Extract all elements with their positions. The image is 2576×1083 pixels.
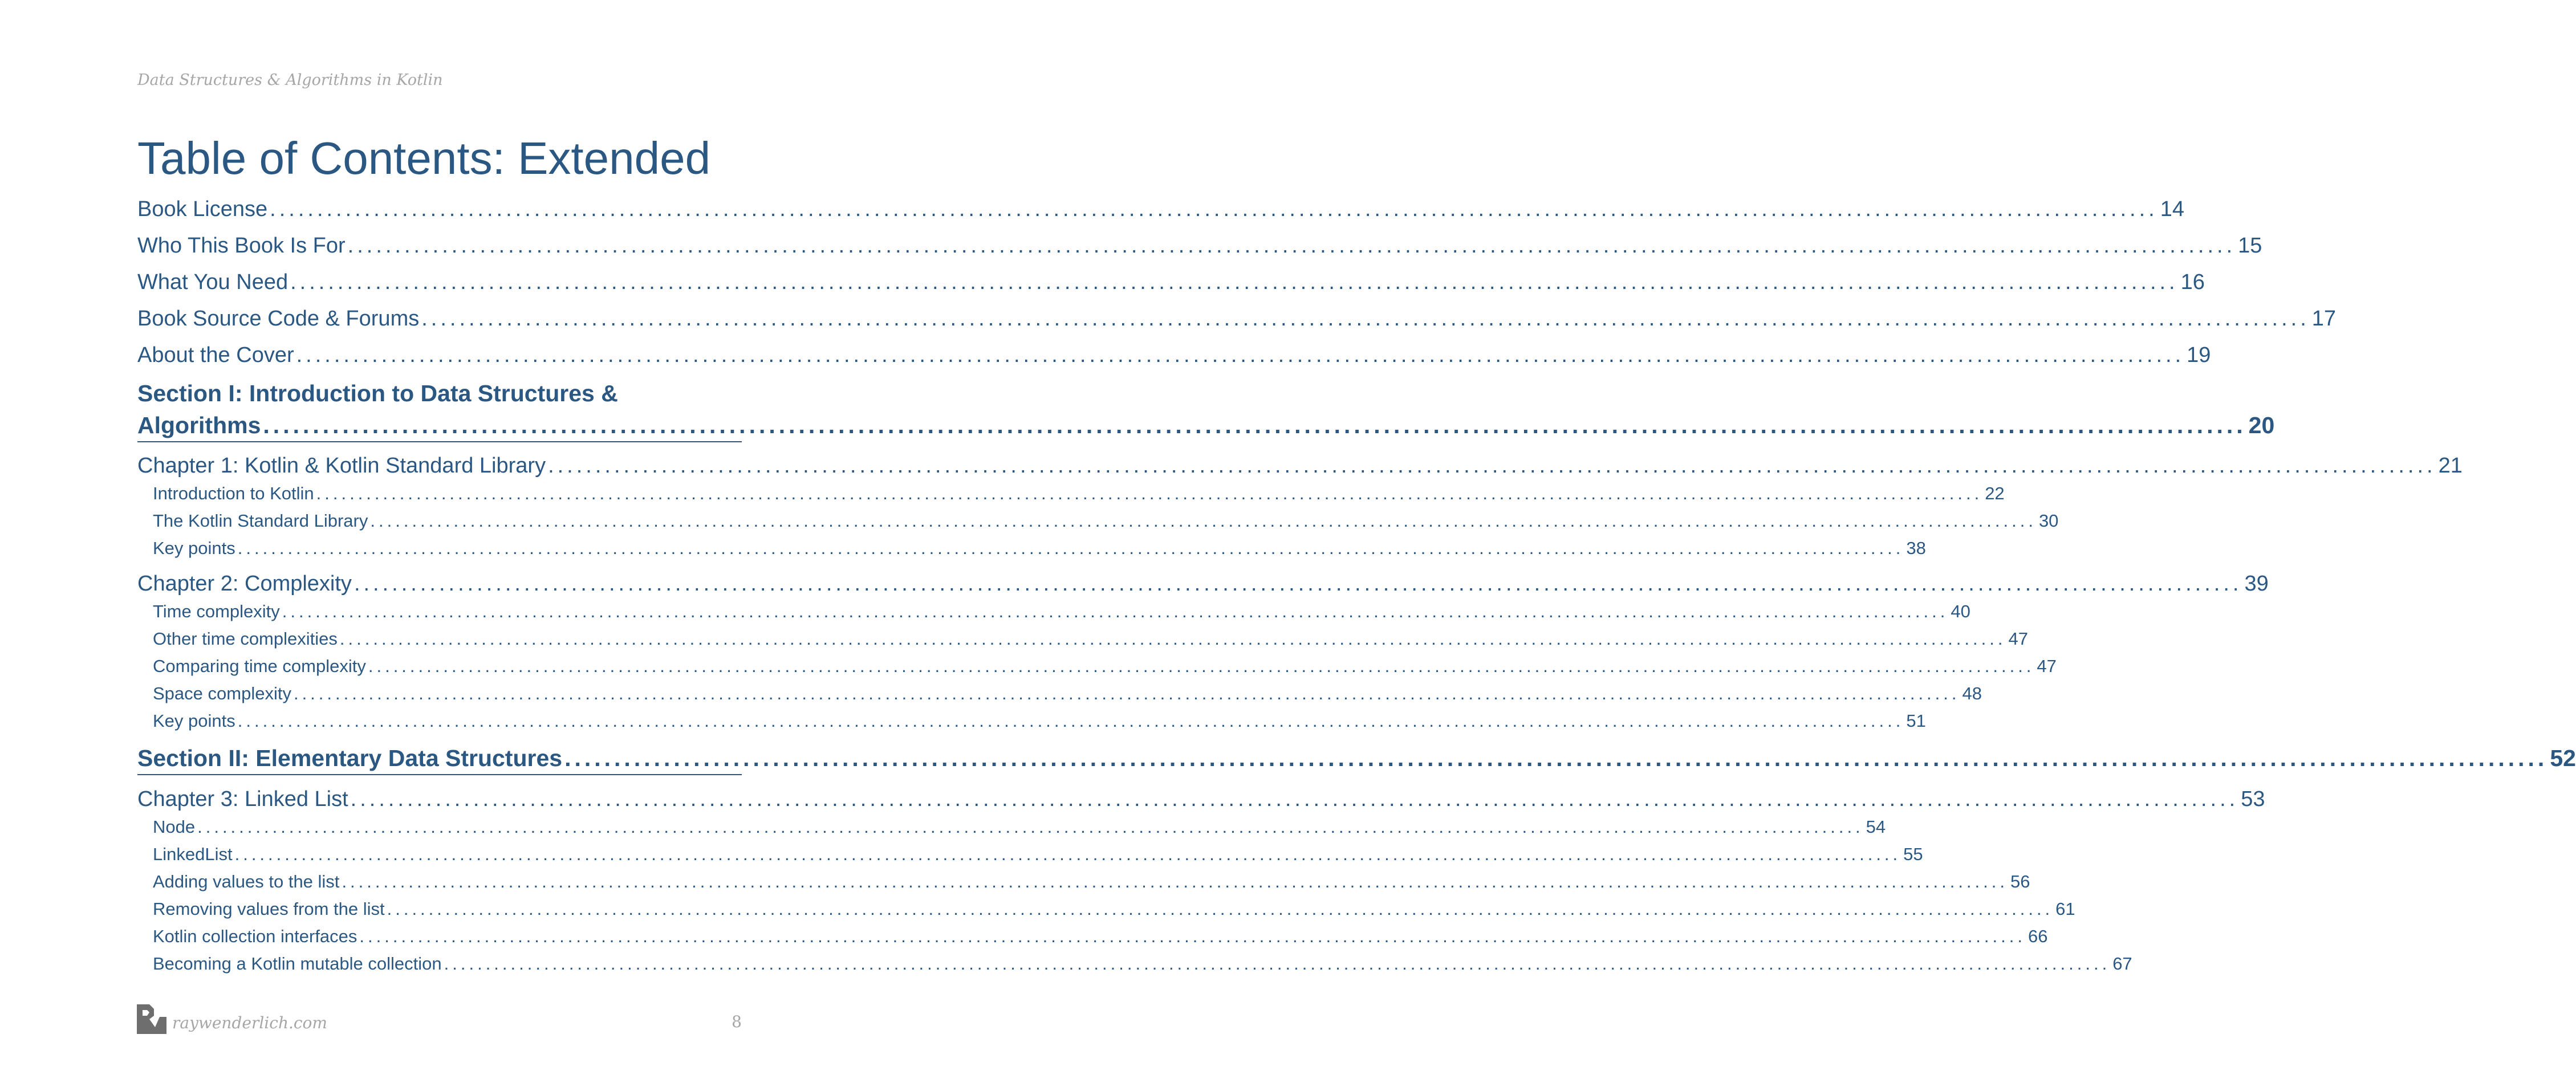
toc-entry-book-license[interactable] [137, 195, 2184, 223]
section-title-continued: Algorithms [137, 412, 261, 438]
dot-leader: ........................................................................................................................................................................................................ [444, 954, 2111, 974]
toc-entry-what-you-need[interactable] [137, 268, 2205, 296]
toc-entry-label: Book License [137, 197, 268, 221]
subentry-page: 67 [2112, 954, 2132, 974]
chapter-page: 21 [2438, 454, 2463, 478]
section-page: 52 [2550, 745, 2576, 771]
toc-entry-label: What You Need [137, 270, 289, 294]
subentry-page: 40 [1951, 601, 1970, 621]
page-title: Table of Contents: Extended [137, 133, 711, 184]
toc-subentry[interactable] [153, 600, 1970, 624]
toc-subentry[interactable] [153, 509, 2059, 533]
subentry-page: 48 [1962, 683, 1982, 703]
dot-leader: ........................................................................................................................................................................................................ [342, 872, 2008, 891]
toc-chapter-3[interactable] [137, 785, 2265, 813]
toc-subentry[interactable] [153, 897, 2075, 921]
running-header: Data Structures & Algorithms in Kotlin [137, 71, 443, 89]
toc-entry-book-source-code[interactable] [137, 304, 2337, 333]
dot-leader: ........................................................................................................................................................................................................ [548, 454, 2436, 478]
subentry-label: Time complexity [153, 601, 280, 621]
toc-subentry[interactable] [153, 482, 2005, 506]
subentry-page: 55 [1903, 844, 1923, 864]
dot-leader: ........................................................................................................................................................................................................ [237, 538, 1904, 558]
toc-subentry[interactable] [153, 842, 1923, 866]
subentry-label: Removing values from the list [153, 899, 385, 919]
chapter-page: 53 [2241, 787, 2265, 811]
dot-leader: ........................................................................................................................................................................................................ [350, 787, 2239, 811]
toc-subentry[interactable] [153, 682, 1982, 706]
subentry-label: Key points [153, 538, 235, 558]
toc-entry-label: Book Source Code & Forums [137, 307, 420, 331]
dot-leader: ........................................................................................................................................................................................................ [359, 926, 2026, 946]
section-title-line [137, 742, 2576, 774]
toc-entry-about-the-cover[interactable] [137, 341, 2211, 369]
dot-leader: ........................................................................................................................................................................................................ [370, 511, 2037, 531]
dot-leader: ........................................................................................................................................................................................................ [421, 307, 2310, 331]
toc-subentry[interactable] [153, 627, 2028, 651]
toc-subentry[interactable] [153, 654, 2057, 678]
subentry-label: Comparing time complexity [153, 656, 366, 676]
dot-leader: ........................................................................................................................................................................................................ [290, 270, 2179, 294]
subentry-label: The Kotlin Standard Library [153, 511, 368, 531]
chapter-label: Chapter 2: Complexity [137, 572, 352, 596]
subentry-label: Other time complexities [153, 629, 338, 649]
toc-entry-label: Who This Book Is For [137, 234, 346, 258]
raywenderlich-logo-icon [137, 1004, 166, 1034]
dot-leader: ........................................................................................................................................................................................................ [347, 234, 2236, 258]
subentry-label: Becoming a Kotlin mutable collection [153, 954, 442, 974]
toc-section-2[interactable] [137, 742, 2576, 775]
subentry-page: 22 [1985, 483, 2005, 503]
section-title: Section II: Elementary Data Structures [137, 745, 563, 771]
toc-chapter-1[interactable] [137, 451, 2463, 480]
dot-leader: ........................................................................................................................................................................................................ [293, 683, 1960, 703]
dot-leader: ........................................................................................................................................................................................................ [316, 483, 1983, 503]
dot-leader: ........................................................................................................................................................................................................ [282, 601, 1949, 621]
subentry-page: 38 [1906, 538, 1926, 558]
subentry-page: 51 [1906, 711, 1926, 731]
chapter-label: Chapter 3: Linked List [137, 787, 348, 811]
toc-entry-page: 17 [2311, 307, 2337, 331]
toc-subentry[interactable] [153, 870, 2030, 894]
dot-leader: ........................................................................................................................................................................................................ [234, 844, 1901, 864]
subentry-page: 56 [2010, 872, 2030, 891]
subentry-page: 66 [2028, 926, 2048, 946]
dot-leader: ........................................................................................................................................................................................................ [296, 343, 2185, 367]
dot-leader: ........................................................................................................................................................................................................ [564, 745, 2548, 771]
subentry-page: 47 [2008, 629, 2028, 649]
page-number: 8 [732, 1012, 742, 1031]
toc-entry-page: 19 [2187, 343, 2211, 367]
subentry-page: 30 [2038, 511, 2059, 531]
toc-subentry[interactable] [153, 709, 1926, 733]
subentry-label: LinkedList [153, 844, 233, 864]
chapter-label: Chapter 1: Kotlin & Kotlin Standard Library [137, 454, 546, 478]
dot-leader: ........................................................................................................................................................................................................ [237, 711, 1904, 731]
toc-entry-page: 15 [2238, 234, 2262, 258]
dot-leader: ........................................................................................................................................................................................................ [339, 629, 2006, 649]
dot-leader: ........................................................................................................................................................................................................ [270, 197, 2158, 221]
subentry-label: Key points [153, 711, 235, 731]
toc-subentry[interactable] [153, 925, 2048, 948]
toc-entry-page: 14 [2160, 197, 2184, 221]
subentry-page: 54 [1866, 817, 1886, 837]
toc-subentry[interactable] [153, 536, 1926, 560]
toc-chapter-2[interactable] [137, 569, 2269, 598]
toc-entry-label: About the Cover [137, 343, 294, 367]
footer-site-link[interactable]: raywenderlich.com [172, 1013, 327, 1032]
dot-leader: ........................................................................................................................................................................................................ [368, 656, 2035, 676]
toc-subentry[interactable] [153, 952, 2132, 976]
dot-leader: ........................................................................................................................................................................................................ [387, 899, 2054, 919]
section-title-line1: Section I: Introduction to Data Structures & [137, 380, 618, 406]
toc-section-1[interactable] [137, 377, 2275, 442]
subentry-label: Kotlin collection interfaces [153, 926, 357, 946]
subentry-page: 61 [2055, 899, 2075, 919]
dot-leader: ........................................................................................................................................................................................................ [354, 572, 2242, 596]
subentry-label: Adding values to the list [153, 872, 340, 891]
chapter-page: 39 [2244, 572, 2269, 596]
toc-entry-page: 16 [2180, 270, 2205, 294]
toc-entry-who-this-book-is-for[interactable] [137, 231, 2262, 260]
subentry-label: Introduction to Kotlin [153, 483, 314, 503]
subentry-label: Space complexity [153, 683, 291, 703]
dot-leader: ........................................................................................................................................................................................................ [197, 817, 1864, 837]
dot-leader: ........................................................................................................................................................................................................ [263, 412, 2246, 438]
subentry-page: 47 [2037, 656, 2057, 676]
section-page: 20 [2248, 412, 2275, 438]
subentry-label: Node [153, 817, 196, 837]
section-title-line2 [137, 409, 2275, 441]
toc-subentry[interactable] [153, 815, 1886, 839]
